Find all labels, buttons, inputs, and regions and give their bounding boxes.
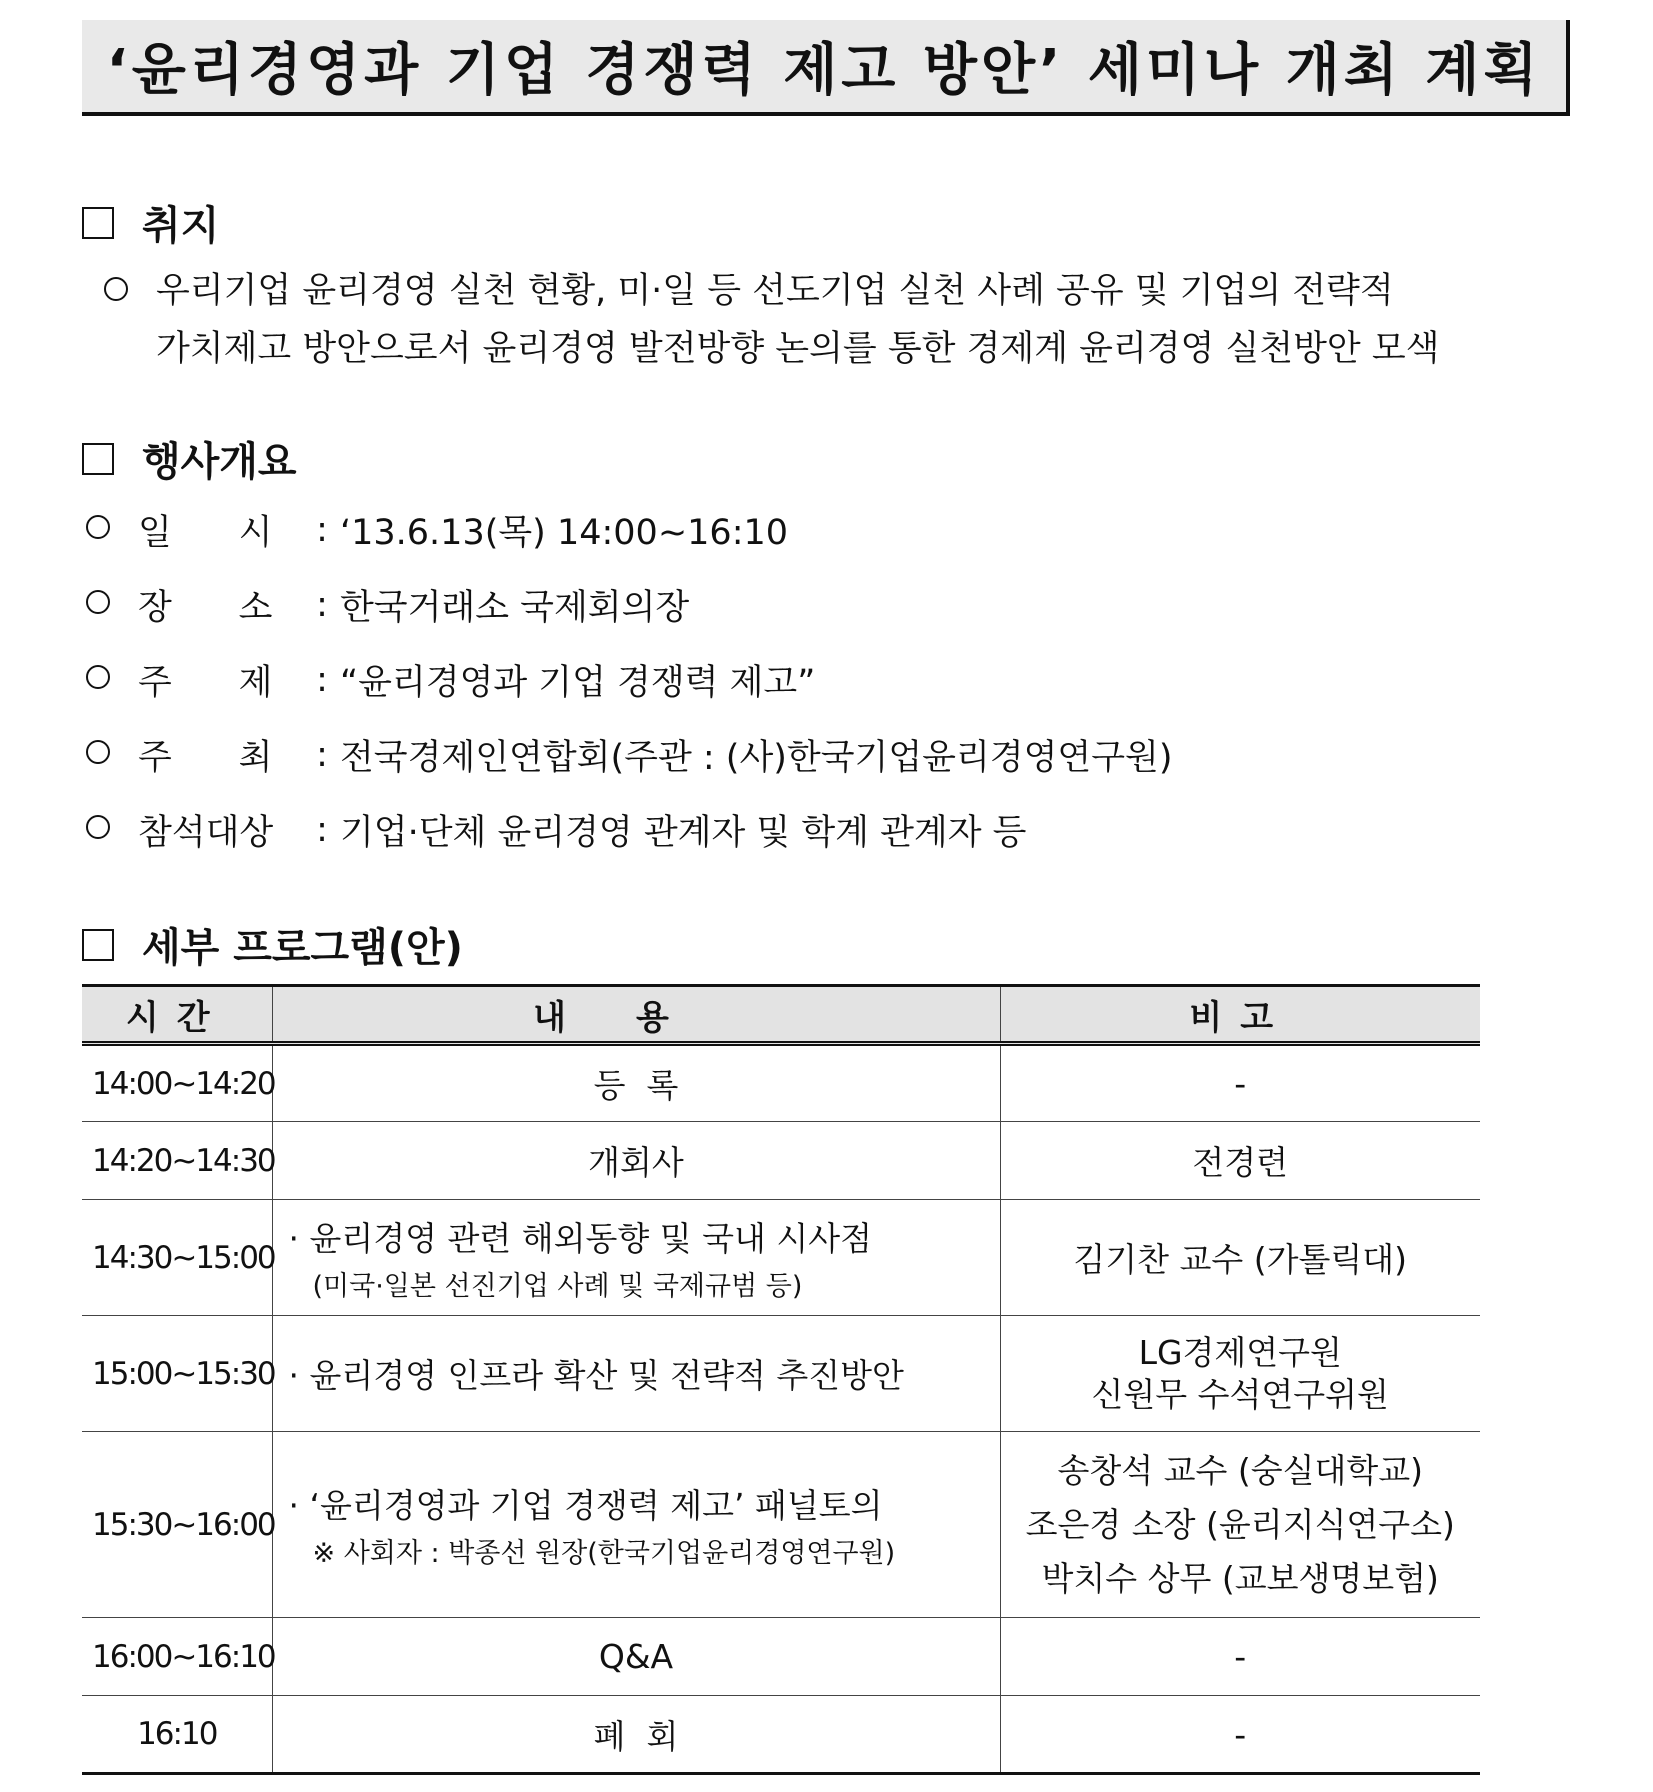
document-title: ‘윤리경영과 기업 경쟁력 제고 방안’ 세미나 개최 계획 bbox=[106, 38, 1542, 103]
overview-label: 주 제 bbox=[138, 663, 273, 703]
table-row bbox=[82, 1432, 1480, 1618]
section-program-title: 세부 프로그램(안) bbox=[142, 925, 463, 971]
row-note: - bbox=[1000, 1618, 1480, 1696]
circle-bullet-icon bbox=[86, 740, 110, 764]
row-time: 15:00~15:30 bbox=[82, 1316, 272, 1432]
circle-bullet-icon bbox=[86, 590, 110, 614]
overview-item-theme bbox=[86, 650, 815, 710]
overview-separator: : bbox=[316, 735, 328, 775]
overview-item-attendees bbox=[86, 800, 1026, 860]
row-note: - bbox=[1000, 1044, 1480, 1122]
row-note-cell bbox=[1000, 1316, 1480, 1432]
overview-label: 참석대상 bbox=[138, 813, 274, 853]
row-time: 16:10 bbox=[82, 1696, 272, 1774]
row-time: 14:00~14:20 bbox=[82, 1044, 272, 1122]
program-table-header bbox=[82, 986, 1480, 1044]
row-time: 16:00~16:10 bbox=[82, 1618, 272, 1696]
program-table bbox=[82, 984, 1480, 1775]
square-bullet-icon bbox=[82, 443, 114, 475]
overview-separator: : bbox=[316, 510, 328, 550]
row-content: · 윤리경영 관련 해외동향 및 국내 시사점 bbox=[288, 1218, 872, 1258]
circle-bullet-icon bbox=[86, 815, 110, 839]
row-note: 조은경 소장 (윤리지식연구소) bbox=[1025, 1504, 1455, 1544]
row-note: LG경제연구원 bbox=[1138, 1332, 1342, 1372]
overview-value: 기업·단체 윤리경영 관계자 및 학계 관계자 등 bbox=[340, 813, 1027, 853]
column-header-time: 시간 bbox=[82, 986, 272, 1044]
circle-bullet-icon bbox=[104, 277, 128, 301]
overview-value: ‘13.6.13(목) 14:00~16:10 bbox=[340, 513, 789, 553]
row-content-cell bbox=[272, 1432, 1000, 1618]
row-note: 박치수 상무 (교보생명보험) bbox=[1041, 1558, 1439, 1598]
overview-value: 한국거래소 국제회의장 bbox=[340, 588, 690, 628]
row-time: 15:30~16:00 bbox=[82, 1432, 272, 1618]
overview-separator: : bbox=[316, 585, 328, 625]
overview-label: 일 시 bbox=[138, 513, 273, 553]
purpose-line-2: 가치제고 방안으로서 윤리경영 발전방향 논의를 통한 경제계 윤리경영 실천방안 모색 bbox=[156, 329, 1440, 369]
row-content: 폐 회 bbox=[272, 1696, 1000, 1774]
overview-item-host bbox=[86, 725, 1172, 785]
overview-separator: : bbox=[316, 810, 328, 850]
table-row bbox=[82, 1696, 1480, 1774]
table-row bbox=[82, 1316, 1480, 1432]
table-row bbox=[82, 1618, 1480, 1696]
row-content: 등 록 bbox=[272, 1044, 1000, 1122]
overview-item-place bbox=[86, 575, 689, 635]
overview-item-date bbox=[86, 500, 788, 560]
row-content: Q&A bbox=[272, 1618, 1000, 1696]
section-purpose-heading bbox=[82, 194, 219, 251]
row-note: 전경련 bbox=[1000, 1122, 1480, 1200]
overview-value: “윤리경영과 기업 경쟁력 제고” bbox=[340, 663, 816, 703]
square-bullet-icon bbox=[82, 207, 114, 239]
row-note: 신원무 수석연구위원 bbox=[1091, 1374, 1389, 1414]
overview-label: 주 최 bbox=[138, 738, 273, 778]
row-time: 14:30~15:00 bbox=[82, 1200, 272, 1316]
overview-value: 전국경제인연합회(주관 : (사)한국기업윤리경영연구원) bbox=[340, 738, 1173, 778]
row-note: - bbox=[1000, 1696, 1480, 1774]
row-content-sub: ※ 사회자 : 박종선 원장(한국기업윤리경영연구원) bbox=[312, 1537, 896, 1569]
row-content-cell bbox=[272, 1200, 1000, 1316]
overview-label: 장 소 bbox=[138, 588, 273, 628]
row-content: · ‘윤리경영과 기업 경쟁력 제고’ 패널토의 bbox=[288, 1485, 883, 1525]
purpose-paragraph bbox=[104, 262, 1574, 378]
section-purpose-title: 취지 bbox=[142, 203, 220, 249]
document-title-box bbox=[82, 20, 1570, 116]
row-note-cell bbox=[1000, 1432, 1480, 1618]
square-bullet-icon bbox=[82, 929, 114, 961]
column-header-content: 내용 bbox=[272, 986, 1000, 1044]
column-header-note: 비고 bbox=[1000, 986, 1480, 1044]
circle-bullet-icon bbox=[86, 515, 110, 539]
table-row bbox=[82, 1200, 1480, 1316]
section-overview-heading bbox=[82, 430, 297, 487]
row-content: 개회사 bbox=[272, 1122, 1000, 1200]
purpose-line-1: 우리기업 윤리경영 실천 현황, 미·일 등 선도기업 실천 사례 공유 및 기업의 전략적 bbox=[156, 271, 1394, 311]
section-overview-title: 행사개요 bbox=[142, 439, 297, 485]
row-content-sub: (미국·일본 선진기업 사례 및 국제규범 등) bbox=[312, 1270, 803, 1302]
section-program-heading bbox=[82, 916, 463, 973]
circle-bullet-icon bbox=[86, 665, 110, 689]
row-note: 김기찬 교수 (가톨릭대) bbox=[1000, 1200, 1480, 1316]
overview-separator: : bbox=[316, 660, 328, 700]
row-content: · 윤리경영 인프라 확산 및 전략적 추진방안 bbox=[272, 1316, 1000, 1432]
table-row bbox=[82, 1044, 1480, 1122]
row-time: 14:20~14:30 bbox=[82, 1122, 272, 1200]
table-row bbox=[82, 1122, 1480, 1200]
row-note: 송창석 교수 (숭실대학교) bbox=[1057, 1450, 1423, 1490]
